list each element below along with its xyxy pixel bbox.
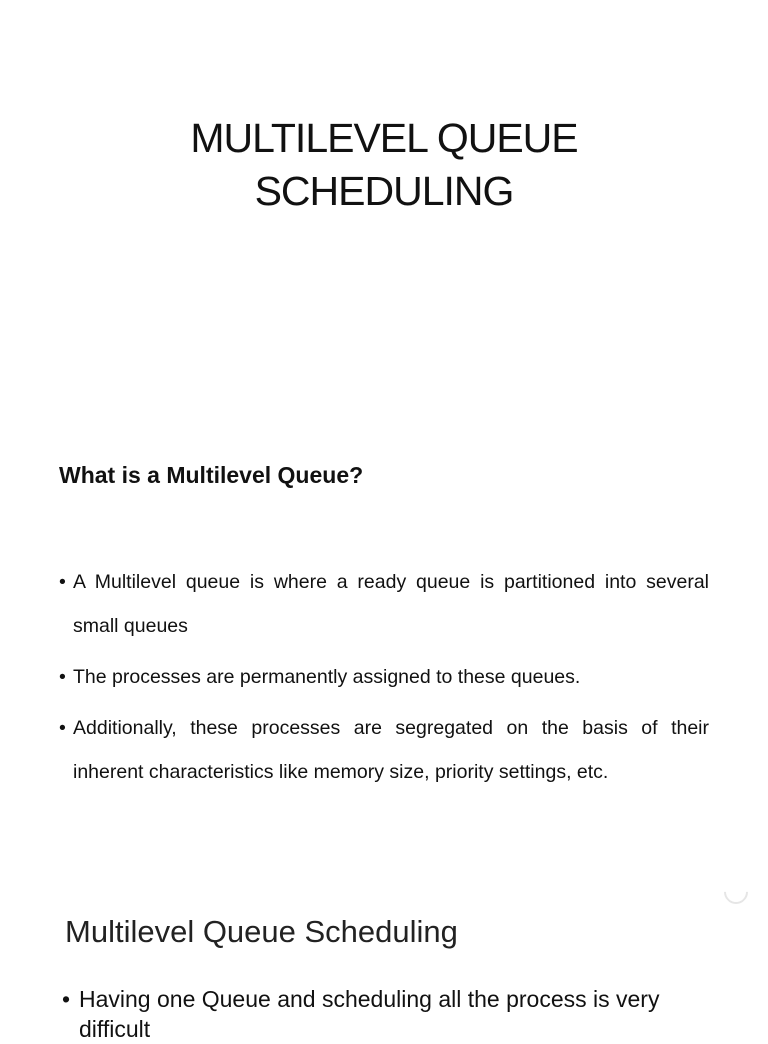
title-slide [0,0,768,440]
slide-title [0,112,768,218]
scheduling-title: Multilevel Queue Scheduling [65,914,458,949]
definition-slide [0,440,768,880]
definition-bullet: • The processes are permanently assigned to these queues. [59,655,709,699]
scheduling-slide [0,880,768,1042]
slide-title-line-2: SCHEDULING [254,168,514,214]
definition-bullet: • A Multilevel queue is where a ready queue is partitioned into several small queues [59,560,709,648]
definition-bullet: • Additionally, these processes are segregated on the basis of their inherent characteristics like memory size, priority settings, etc. [59,706,709,794]
definition-bullet-list [59,560,709,801]
scheduling-bullet-list [62,984,722,1044]
definition-heading: What is a Multilevel Queue? [59,462,364,488]
slide-title-line-1: MULTILEVEL QUEUE [190,115,578,161]
scheduling-bullet: • Having one Queue and scheduling all the process is very difficult [62,984,722,1044]
loading-spinner-icon [719,875,753,909]
